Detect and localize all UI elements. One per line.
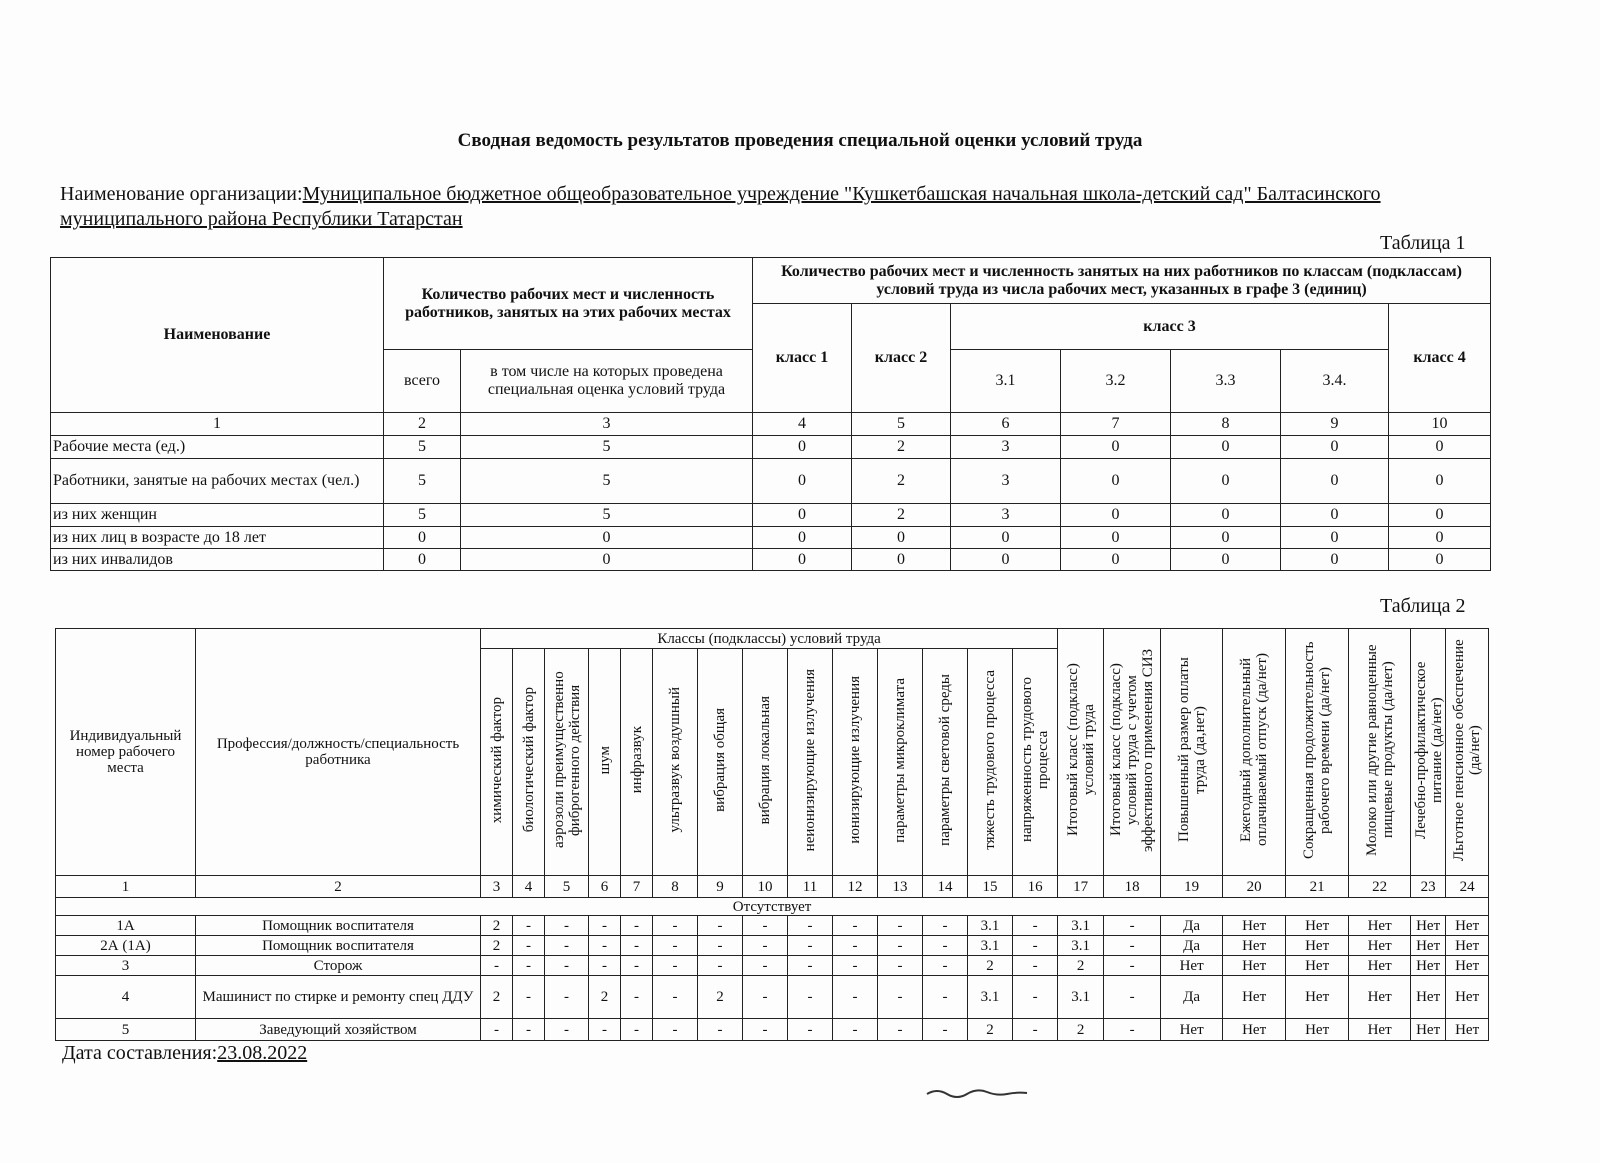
workplace-id: 5 — [56, 1019, 196, 1041]
column-number: 6 — [589, 876, 621, 898]
cell-value: - — [833, 916, 878, 936]
cell-value: 2 — [1058, 956, 1104, 976]
header-factor-label: вибрация общая — [712, 708, 728, 812]
column-number: 20 — [1223, 876, 1286, 898]
table-row — [56, 916, 1489, 936]
header-factor — [481, 649, 513, 876]
cell-value: - — [833, 936, 878, 956]
header-class2: класс 2 — [852, 304, 951, 413]
cell-value: - — [621, 1019, 653, 1041]
header-factor-label: биологический фактор — [520, 687, 537, 833]
table2-label: Таблица 2 — [1380, 595, 1466, 617]
cell-value: - — [698, 916, 743, 936]
row-label: из них инвалидов — [51, 549, 384, 571]
cell-value: - — [1013, 956, 1058, 976]
column-number: 4 — [753, 413, 852, 436]
row-label: Рабочие места (ед.) — [51, 436, 384, 459]
row-label: из них лиц в возрасте до 18 лет — [51, 527, 384, 549]
column-number: 18 — [1104, 876, 1161, 898]
header-sub-3-3: 3.3 — [1171, 350, 1281, 413]
cell-value: - — [653, 976, 698, 1019]
cell-value: - — [589, 916, 621, 936]
cell-value: 0 — [1389, 549, 1491, 571]
column-numbers-row — [56, 876, 1489, 898]
cell-value: - — [743, 956, 788, 976]
column-number: 8 — [1171, 413, 1281, 436]
column-number: 4 — [513, 876, 545, 898]
column-number: 13 — [878, 876, 923, 898]
table1-label: Таблица 1 — [1380, 232, 1466, 254]
header-factor-label: напряженность трудового процесса — [1019, 677, 1052, 843]
cell-value: 3.1 — [1058, 936, 1104, 956]
cell-value: 0 — [1281, 527, 1389, 549]
header-extra-18 — [1104, 629, 1161, 876]
cell-value: Нет — [1223, 916, 1286, 936]
cell-value: 0 — [951, 527, 1061, 549]
cell-value: 0 — [1171, 549, 1281, 571]
cell-value: - — [833, 976, 878, 1019]
cell-value: 0 — [1389, 504, 1491, 527]
cell-value: Нет — [1161, 1019, 1223, 1041]
cell-value: 5 — [384, 436, 461, 459]
cell-value: - — [1104, 976, 1161, 1019]
cell-value: 0 — [1061, 504, 1171, 527]
cell-value: Нет — [1286, 936, 1349, 956]
cell-value: 3.1 — [968, 916, 1013, 936]
summary-table — [50, 257, 1491, 571]
cell-value: 3 — [951, 504, 1061, 527]
workplace-id: 2А (1А) — [56, 936, 196, 956]
cell-value: - — [621, 916, 653, 936]
date-value: 23.08.2022 — [217, 1042, 308, 1064]
cell-value: 0 — [1389, 527, 1491, 549]
section-label: Отсутствует — [56, 898, 1489, 916]
header-extra-24 — [1446, 629, 1489, 876]
cell-value: 0 — [753, 549, 852, 571]
cell-value: Нет — [1223, 976, 1286, 1019]
cell-value: 0 — [1061, 527, 1171, 549]
cell-value: Нет — [1446, 976, 1489, 1019]
header-factor — [621, 649, 653, 876]
cell-value: 3 — [951, 436, 1061, 459]
profession: Заведующий хозяйством — [196, 1019, 481, 1041]
cell-value: - — [545, 1019, 589, 1041]
cell-value: - — [698, 956, 743, 976]
cell-value: - — [923, 976, 968, 1019]
cell-value: - — [621, 956, 653, 976]
profession: Помощник воспитателя — [196, 936, 481, 956]
cell-value: 0 — [1281, 504, 1389, 527]
cell-value: 3.1 — [1058, 916, 1104, 936]
cell-value: Нет — [1411, 956, 1446, 976]
cell-value: Да — [1161, 916, 1223, 936]
cell-value: Нет — [1411, 916, 1446, 936]
header-extra-23 — [1411, 629, 1446, 876]
cell-value: Нет — [1223, 956, 1286, 976]
cell-value: 2 — [481, 916, 513, 936]
column-number: 7 — [1061, 413, 1171, 436]
header-extra-20 — [1223, 629, 1286, 876]
cell-value: 2 — [852, 459, 951, 504]
table-row — [56, 956, 1489, 976]
header-factor — [923, 649, 968, 876]
cell-value: - — [545, 956, 589, 976]
header-extra-label: Итоговый класс (подкласс) условий труда с учетом эффективного применения СИЗ — [1108, 648, 1157, 852]
row-label: из них женщин — [51, 504, 384, 527]
header-workplace-id: Индивидуальный номер рабочего места — [56, 629, 196, 876]
column-number: 2 — [196, 876, 481, 898]
cell-value: - — [513, 916, 545, 936]
cell-value: Нет — [1349, 916, 1411, 936]
cell-value: 3 — [951, 459, 1061, 504]
header-assessed: в том числе на которых проведена специальная оценка условий труда — [461, 350, 753, 413]
cell-value: 2 — [968, 1019, 1013, 1041]
cell-value: - — [878, 976, 923, 1019]
cell-value: 0 — [1061, 436, 1171, 459]
header-factor — [743, 649, 788, 876]
column-number: 17 — [1058, 876, 1104, 898]
cell-value: - — [653, 936, 698, 956]
header-factor-label: тяжесть трудового процесса — [982, 670, 998, 850]
cell-value: 5 — [461, 436, 753, 459]
cell-value: 0 — [1171, 504, 1281, 527]
cell-value: - — [653, 1019, 698, 1041]
header-class1: класс 1 — [753, 304, 852, 413]
header-extra-22 — [1349, 629, 1411, 876]
header-factor-label: инфразвук — [628, 726, 645, 794]
column-number: 23 — [1411, 876, 1446, 898]
workplace-id: 3 — [56, 956, 196, 976]
cell-value: 3.1 — [968, 976, 1013, 1019]
cell-value: - — [1013, 976, 1058, 1019]
cell-value: - — [653, 916, 698, 936]
cell-value: 5 — [461, 504, 753, 527]
header-factor — [1013, 649, 1058, 876]
cell-value: Нет — [1446, 936, 1489, 956]
cell-value: 5 — [384, 459, 461, 504]
header-extra-label: Молоко или другие равноценные пищевые продукты (да/нет) — [1363, 644, 1396, 856]
header-class4: класс 4 — [1389, 304, 1491, 413]
column-number: 3 — [481, 876, 513, 898]
header-factor-label: параметры микроклимата — [892, 677, 908, 843]
cell-value: - — [545, 916, 589, 936]
header-extra-label: Итоговый класс (подкласс) условий труда — [1064, 663, 1097, 837]
cell-value: 0 — [1281, 549, 1389, 571]
cell-value: 0 — [461, 549, 753, 571]
cell-value: - — [1104, 956, 1161, 976]
cell-value: - — [1013, 916, 1058, 936]
cell-value: Нет — [1223, 1019, 1286, 1041]
header-factor — [968, 649, 1013, 876]
table-row — [51, 549, 1491, 571]
cell-value: Нет — [1286, 976, 1349, 1019]
cell-value: - — [513, 976, 545, 1019]
cell-value: Нет — [1446, 916, 1489, 936]
column-number: 2 — [384, 413, 461, 436]
column-number: 10 — [1389, 413, 1491, 436]
cell-value: - — [621, 936, 653, 956]
cell-value: - — [878, 936, 923, 956]
cell-value: 0 — [1389, 459, 1491, 504]
cell-value: 0 — [384, 549, 461, 571]
column-number: 5 — [852, 413, 951, 436]
table-row — [51, 459, 1491, 504]
cell-value: Нет — [1446, 1019, 1489, 1041]
header-factor-label: ионизирующие излучения — [847, 676, 863, 844]
cell-value: 0 — [753, 459, 852, 504]
cell-value: 2 — [589, 976, 621, 1019]
cell-value: - — [513, 1019, 545, 1041]
column-number: 11 — [788, 876, 833, 898]
profession: Помощник воспитателя — [196, 916, 481, 936]
row-label: Работники, занятые на рабочих местах (чел.) — [51, 459, 384, 504]
cell-value: Да — [1161, 936, 1223, 956]
cell-value: 2 — [852, 436, 951, 459]
table-row — [51, 504, 1491, 527]
column-number: 21 — [1286, 876, 1349, 898]
column-number: 12 — [833, 876, 878, 898]
header-sub-3-2: 3.2 — [1061, 350, 1171, 413]
header-extra-label: Льготное пенсионное обеспечение (да/нет) — [1451, 639, 1484, 861]
cell-value: - — [1013, 936, 1058, 956]
cell-value: Да — [1161, 976, 1223, 1019]
cell-value: 0 — [1061, 549, 1171, 571]
cell-value: - — [1104, 916, 1161, 936]
signature-mark — [925, 1086, 1045, 1100]
organization — [60, 182, 1490, 232]
column-number: 9 — [1281, 413, 1389, 436]
cell-value: 0 — [384, 527, 461, 549]
cell-value: Нет — [1286, 956, 1349, 976]
cell-value: - — [653, 956, 698, 976]
cell-value: Нет — [1223, 936, 1286, 956]
cell-value: - — [923, 916, 968, 936]
header-factor-label: вибрация локальная — [757, 695, 773, 825]
section-row — [56, 898, 1489, 916]
cell-value: 2 — [1058, 1019, 1104, 1041]
cell-value: - — [743, 1019, 788, 1041]
cell-value: 0 — [753, 527, 852, 549]
column-number: 14 — [923, 876, 968, 898]
profession: Сторож — [196, 956, 481, 976]
cell-value: - — [589, 1019, 621, 1041]
cell-value: - — [878, 956, 923, 976]
cell-value: 0 — [852, 549, 951, 571]
header-extra-label: Лечебно-профилактическое питание (да/нет) — [1413, 661, 1446, 839]
workplace-id: 4 — [56, 976, 196, 1019]
cell-value: - — [743, 976, 788, 1019]
header-extra-label: Ежегодный дополнительный оплачиваемый отпуск (да/нет) — [1238, 653, 1271, 847]
cell-value: Нет — [1349, 936, 1411, 956]
header-extra-label: Повышенный размер оплаты труда (да,нет) — [1175, 657, 1208, 843]
header-count: Количество рабочих мест и численность работников, занятых на этих рабочих местах — [384, 258, 753, 350]
cell-value: - — [878, 1019, 923, 1041]
cell-value: 0 — [1171, 459, 1281, 504]
column-number: 1 — [51, 413, 384, 436]
cell-value: - — [743, 916, 788, 936]
cell-value: 0 — [1281, 459, 1389, 504]
cell-value: Нет — [1286, 916, 1349, 936]
cell-value: - — [833, 956, 878, 976]
header-factor — [878, 649, 923, 876]
column-number: 10 — [743, 876, 788, 898]
cell-value: 0 — [1281, 436, 1389, 459]
cell-value: - — [788, 976, 833, 1019]
cell-value: - — [788, 916, 833, 936]
cell-value: - — [788, 956, 833, 976]
column-number: 9 — [698, 876, 743, 898]
header-factor-label: шум — [596, 745, 613, 775]
cell-value: - — [589, 936, 621, 956]
cell-value: 0 — [1171, 436, 1281, 459]
header-factor-label: ультразвук воздушный — [667, 687, 683, 833]
workplaces-table — [55, 628, 1489, 1041]
column-number: 5 — [545, 876, 589, 898]
header-extra-label: Сокращенная продолжительность рабочего времени (да/нет) — [1301, 641, 1334, 859]
header-factor — [653, 649, 698, 876]
cell-value: 2 — [481, 936, 513, 956]
column-number: 7 — [621, 876, 653, 898]
header-factor-label: аэрозоли преимущественно фиброгенного действия — [550, 671, 583, 849]
cell-value: 0 — [852, 527, 951, 549]
header-factor — [513, 649, 545, 876]
cell-value: Нет — [1411, 976, 1446, 1019]
date-label: Дата составления: — [62, 1042, 218, 1064]
cell-value: - — [545, 936, 589, 956]
cell-value: 5 — [384, 504, 461, 527]
cell-value: Нет — [1349, 976, 1411, 1019]
header-factor-label: неионизирующие излучения — [802, 668, 818, 852]
cell-value: Нет — [1411, 936, 1446, 956]
cell-value: - — [513, 956, 545, 976]
cell-value: - — [698, 936, 743, 956]
cell-value: - — [513, 936, 545, 956]
header-extra-19 — [1161, 629, 1223, 876]
header-total: всего — [384, 350, 461, 413]
profession: Машинист по стирке и ремонту спец ДДУ — [196, 976, 481, 1019]
cell-value: - — [1104, 1019, 1161, 1041]
column-number: 8 — [653, 876, 698, 898]
cell-value: - — [788, 936, 833, 956]
header-extra-21 — [1286, 629, 1349, 876]
cell-value: 0 — [753, 504, 852, 527]
document-title: Сводная ведомость результатов проведения специальной оценки условий труда — [457, 130, 1143, 151]
table-row — [56, 1019, 1489, 1041]
cell-value: Нет — [1286, 1019, 1349, 1041]
column-number: 3 — [461, 413, 753, 436]
cell-value: 3.1 — [1058, 976, 1104, 1019]
cell-value: 3.1 — [968, 936, 1013, 956]
cell-value: - — [833, 1019, 878, 1041]
workplace-id: 1А — [56, 916, 196, 936]
header-factor — [698, 649, 743, 876]
header-factor — [788, 649, 833, 876]
cell-value: 0 — [1061, 459, 1171, 504]
header-class3: класс 3 — [951, 304, 1389, 350]
column-number: 24 — [1446, 876, 1489, 898]
cell-value: - — [923, 956, 968, 976]
column-numbers-row — [51, 413, 1491, 436]
cell-value: 0 — [951, 549, 1061, 571]
cell-value: - — [923, 936, 968, 956]
header-factor-label: параметры световой среды — [937, 674, 953, 846]
cell-value: Нет — [1349, 1019, 1411, 1041]
cell-value: - — [788, 1019, 833, 1041]
cell-value: Нет — [1411, 1019, 1446, 1041]
cell-value: 0 — [461, 527, 753, 549]
header-profession: Профессия/должность/специальность работника — [196, 629, 481, 876]
cell-value: - — [481, 956, 513, 976]
cell-value: - — [1013, 1019, 1058, 1041]
cell-value: 2 — [968, 956, 1013, 976]
table-row — [51, 527, 1491, 549]
header-sub-3-4: 3.4. — [1281, 350, 1389, 413]
header-sub-3-1: 3.1 — [951, 350, 1061, 413]
table-row — [56, 976, 1489, 1019]
cell-value: - — [698, 1019, 743, 1041]
cell-value: 5 — [461, 459, 753, 504]
cell-value: 0 — [1389, 436, 1491, 459]
column-number: 19 — [1161, 876, 1223, 898]
column-number: 22 — [1349, 876, 1411, 898]
cell-value: - — [923, 1019, 968, 1041]
cell-value: - — [481, 1019, 513, 1041]
cell-value: Нет — [1446, 956, 1489, 976]
header-factor — [833, 649, 878, 876]
cell-value: - — [545, 976, 589, 1019]
cell-value: 0 — [1171, 527, 1281, 549]
cell-value: 2 — [481, 976, 513, 1019]
cell-value: - — [743, 936, 788, 956]
column-number: 1 — [56, 876, 196, 898]
header-extra-17 — [1058, 629, 1104, 876]
org-name: Муниципальное бюджетное общеобразовательное учреждение "Кушкетбашская начальная школа-детский сад" Балтасинского муниципального района Республики Татарстан — [60, 183, 1381, 230]
column-number: 15 — [968, 876, 1013, 898]
column-number: 16 — [1013, 876, 1058, 898]
cell-value: Нет — [1161, 956, 1223, 976]
compilation-date — [62, 1042, 307, 1065]
cell-value: Нет — [1349, 956, 1411, 976]
cell-value: - — [621, 976, 653, 1019]
header-by-class: Количество рабочих мест и численность занятых на них работников по классам (подклассам) условий труда из числа рабочих мест, указанных в графе 3 (единиц) — [753, 258, 1491, 304]
table-row — [56, 936, 1489, 956]
cell-value: - — [1104, 936, 1161, 956]
header-factor — [589, 649, 621, 876]
cell-value: - — [589, 956, 621, 976]
cell-value: 2 — [852, 504, 951, 527]
header-factor-label: химический фактор — [488, 696, 505, 824]
cell-value: 0 — [753, 436, 852, 459]
table-row — [51, 436, 1491, 459]
header-factor — [545, 649, 589, 876]
org-label: Наименование организации: — [60, 183, 303, 205]
cell-value: - — [878, 916, 923, 936]
header-name: Наименование — [51, 258, 384, 413]
column-number: 6 — [951, 413, 1061, 436]
cell-value: 2 — [698, 976, 743, 1019]
header-classes: Классы (подклассы) условий труда — [481, 629, 1058, 649]
